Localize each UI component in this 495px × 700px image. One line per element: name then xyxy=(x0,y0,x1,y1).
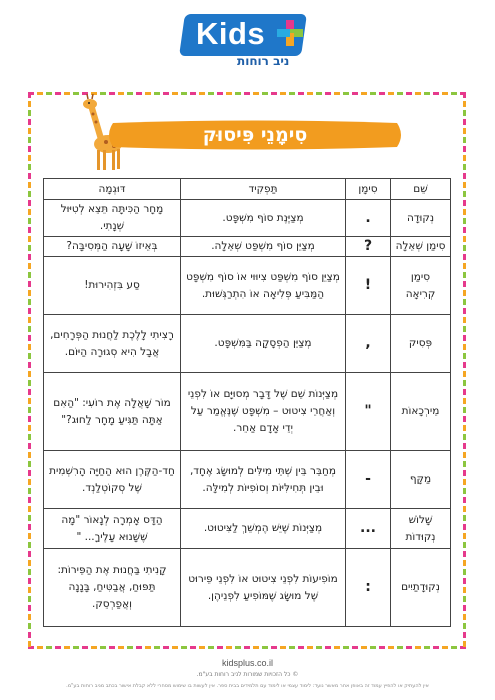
page-title: סִימָנֵי פִּיסוּק xyxy=(202,124,308,146)
punctuation-table xyxy=(43,178,451,627)
footer-rights: © כל הזכויות שמורות לניב רוחות בע"מ. xyxy=(196,671,299,678)
cell-example: הַדָּס אָמְרָה לְנָאוֹר "מָה שֶּׁשָּׁנוּא עָלֶיךָ... " xyxy=(44,509,181,549)
header-sign: סִימָן xyxy=(346,179,391,200)
cell-role: מְצַיְּנוֹת שֶׁיֵּשׁ הֶמְשֵׁךְ לַצִּיטוּט. xyxy=(181,509,346,549)
cell-name: סִימַן שְׁאֵלָה xyxy=(391,237,451,257)
plus-icon xyxy=(277,20,303,46)
brand-logo xyxy=(182,14,312,70)
cell-role: מְצַיֵּן סוֹף מִשְׁפַּט שְׁאֵלָה. xyxy=(181,237,346,257)
cell-example: חַד-הַקֶּרֶן הוּא הַחַיָּה הָרִשְׁמִית שֶׁל סְקוֹטְלַנְד. xyxy=(44,451,181,509)
cell-example: מוֹר שָׁאֲלָה אֶת רוֹעִי: "הַאִם אַתָּה תַּגִּיעַ מָחָר לַחוּג?" xyxy=(44,373,181,451)
table-row xyxy=(44,200,451,237)
cell-sign: " xyxy=(346,373,391,451)
table-row xyxy=(44,451,451,509)
table-row xyxy=(44,315,451,373)
table-row xyxy=(44,509,451,549)
cell-name: פְּסִיק xyxy=(391,315,451,373)
cell-sign: - xyxy=(346,451,391,509)
header-role: תַּפְקִיד xyxy=(181,179,346,200)
cell-example: קָנִיתִי בַּחֲנוּת אֶת הַפֵּירוֹת: תַּפּוּחַ, אֲבַטִּיחַ, בָּנָנָה וְאֲפַרְסֵק. xyxy=(44,549,181,627)
cell-sign: ? xyxy=(346,237,391,257)
cell-example: בְּאֵיזוֹ שָׁעָה הַמְּסִיבָּה? xyxy=(44,237,181,257)
cell-example: רָצִיתִי לָלֶכֶת לַחֲנוּת הַפְּרָחִים, אֲבָל הִיא סְגוּרָה הַיּוֹם. xyxy=(44,315,181,373)
footer-url[interactable]: kidsplus.co.il xyxy=(221,658,274,668)
cell-name: מַקָּף xyxy=(391,451,451,509)
footer-legal: אין להעתיק או להפיץ עמוד זה באופן אחר מאשר נועד: לימוד עצמי או לימוד עם תלמידים בבית ספר. אין לעשות בו שימוש מסחרי ללא קבלת אישור בכתב מניב רוחות בע"מ. xyxy=(66,683,429,689)
cell-sign: . xyxy=(346,200,391,237)
table-row xyxy=(44,549,451,627)
table-row xyxy=(44,237,451,257)
table-row xyxy=(44,373,451,451)
cell-role: מְצַיֵּן הַפְסָקָה בַּמִּשְׁפָּט. xyxy=(181,315,346,373)
cell-sign: : xyxy=(346,549,391,627)
cell-role: מְצַיֵּן סוֹף מִשְׁפַּט צִיוּוּי אוֹ סוֹף מִשְׁפָּט הַמַּבִּיעַ פְּלִיאָה אוֹ הִתְרַגְּשׁוּת. xyxy=(181,257,346,315)
cell-example: מָחָר הַכִּיתָּה תֵּצֵא לְטִיּוּל שְׁנָתִי. xyxy=(44,200,181,237)
title-banner-text-wrap xyxy=(105,120,405,150)
header-example: דּוּגְמָה xyxy=(44,179,181,200)
cell-name: מֵירְכָאוֹת xyxy=(391,373,451,451)
header-name: שֵׁם xyxy=(391,179,451,200)
logo-word: Kids xyxy=(196,16,266,51)
cell-name: נְקוּדָתַיִים xyxy=(391,549,451,627)
cell-role: מְצַיֶּנֶת סוֹף מִשְׁפָּט. xyxy=(181,200,346,237)
logo-subtitle: ניב רוחות xyxy=(237,54,290,68)
cell-example: סַע בִּזְהִירוּת! xyxy=(44,257,181,315)
cell-sign: ... xyxy=(346,509,391,549)
cell-sign: ! xyxy=(346,257,391,315)
cell-sign: , xyxy=(346,315,391,373)
cell-role: מְצַיְּנוֹת שֵׁם שֶׁל דָּבָר מְסוּיָּם אוֹ לִפְנֵי וְאַחֲרֵי צִיטוּט – מִשְׁפָּט שֶׁנֶּאֱמַר עַל יְדֵי אָדָם אַחֵר. xyxy=(181,373,346,451)
cell-name: נְקוּדָה xyxy=(391,200,451,237)
table-header-row xyxy=(44,179,451,200)
table-row xyxy=(44,257,451,315)
cell-name: סִימַן קְרִיאָה xyxy=(391,257,451,315)
cell-role: מְחַבֵּר בֵּין שְׁתֵּי מִילִּים לְמוּשָּׂג אֶחָד, וּבֵין תְּחִילִּיּוֹת וְסוֹפִיּוֹת לְמִילָּה. xyxy=(181,451,346,509)
cell-name: שָׁלוֹשׁ נְקוּדוֹת xyxy=(391,509,451,549)
cell-role: מוֹפִיעוֹת לִפְנֵי צִיטוּט אוֹ לִפְנֵי פֵּירוּט שֶׁל מוּשָּׂג שֶׁמּוֹפִיעַ לִפְנֵיהֶן. xyxy=(181,549,346,627)
